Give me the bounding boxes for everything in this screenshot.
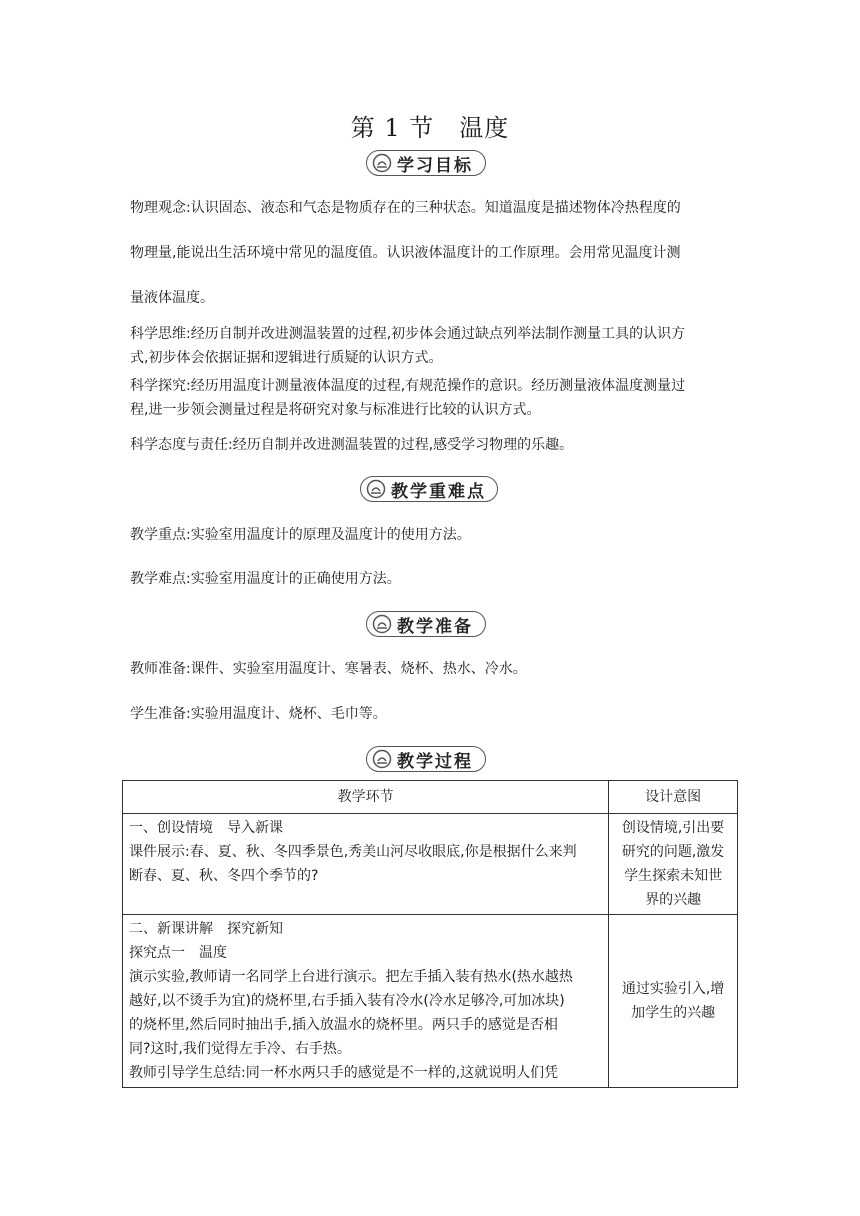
- student-prep: 学生准备:实验用温度计、烧杯、毛巾等。: [130, 706, 387, 722]
- goal-inquiry-line-2: 程,进一步领会测量过程是将研究对象与标准进行比较的认识方式。: [130, 402, 541, 418]
- section-badge-label: 学习目标: [397, 155, 473, 176]
- goal-thinking-line-2: 式,初步体会依据证据和逻辑进行质疑的认识方式。: [130, 350, 443, 366]
- section-badge-goals: [366, 150, 486, 176]
- intent-cell: [609, 915, 738, 1088]
- table-row: [123, 915, 738, 1088]
- stage-cell: [123, 915, 609, 1088]
- teacher-prep: 教师准备:课件、实验室用温度计、寒暑表、烧杯、热水、冷水。: [130, 661, 527, 677]
- cell-line: 加学生的兴趣: [631, 1005, 716, 1021]
- cell-line: 断春、夏、秋、冬四个季节的?: [129, 868, 319, 884]
- section-badge-icon: [371, 152, 393, 174]
- table-row: [123, 814, 738, 915]
- section-badge-label: 教学重难点: [391, 481, 486, 502]
- page-title: 第 1 节 温度: [350, 114, 510, 142]
- section-badge-label: 教学过程: [397, 751, 473, 772]
- table-header-row: [123, 781, 738, 814]
- cell-line: 一、创设情境 导入新课: [129, 820, 283, 836]
- goal-inquiry-line-1: 科学探究:经历用温度计测量液体温度的过程,有规范操作的意识。经历测量液体温度测量过: [130, 378, 686, 394]
- section-badge-icon: [371, 613, 393, 635]
- cell-line: 二、新课讲解 探究新知: [129, 921, 283, 937]
- key-point: 教学重点:实验室用温度计的原理及温度计的使用方法。: [130, 527, 471, 543]
- stage-cell: [123, 814, 609, 915]
- cell-line: 探究点一 温度: [129, 945, 227, 961]
- cell-line: 通过实验引入,增: [621, 981, 725, 997]
- cell-line: 研究的问题,激发: [621, 844, 725, 860]
- section-badge-process: [366, 746, 486, 772]
- cell-line: 界的兴趣: [645, 892, 702, 908]
- process-table: [122, 780, 738, 1088]
- goal-physics-line-3: 量液体温度。: [130, 290, 214, 306]
- section-badge-label: 教学准备: [397, 616, 473, 637]
- goal-attitude: 科学态度与责任:经历自制并改进测温装置的过程,感受学习物理的乐趣。: [130, 437, 574, 453]
- goal-thinking-line-1: 科学思维:经历自制并改进测温装置的过程,初步体会通过缺点列举法制作测量工具的认识方: [130, 326, 686, 342]
- cell-line: 课件展示:春、夏、秋、冬四季景色,秀美山河尽收眼底,你是根据什么来判: [129, 844, 577, 860]
- cell-line: 越好,以不烫手为宜)的烧杯里,右手插入装有冷水(冷水足够冷,可加冰块): [129, 993, 565, 1009]
- cell-line: 教师引导学生总结:同一杯水两只手的感觉是不一样的,这就说明人们凭: [129, 1065, 559, 1081]
- header-intent: 设计意图: [609, 781, 738, 814]
- cell-line: 的烧杯里,然后同时抽出手,插入放温水的烧杯里。两只手的感觉是否相: [129, 1017, 558, 1033]
- cell-line: 演示实验,教师请一名同学上台进行演示。把左手插入装有热水(热水越热: [129, 969, 573, 985]
- cell-line: 学生探索未知世: [624, 868, 723, 884]
- goal-physics-line-2: 物理量,能说出生活环境中常见的温度值。认识液体温度计的工作原理。会用常见温度计测: [130, 245, 681, 261]
- section-badge-keypoints: [360, 476, 498, 502]
- header-stage: 教学环节: [123, 781, 609, 814]
- cell-line: 同?这时,我们觉得左手冷、右手热。: [129, 1041, 351, 1057]
- cell-line: 创设情境,引出要: [621, 820, 725, 836]
- intent-cell: [609, 814, 738, 915]
- section-badge-icon: [371, 748, 393, 770]
- goal-physics-line-1: 物理观念:认识固态、液态和气态是物质存在的三种状态。知道温度是描述物体冷热程度的: [130, 200, 681, 216]
- section-badge-prep: [366, 611, 486, 637]
- section-badge-icon: [365, 478, 387, 500]
- difficulty-point: 教学难点:实验室用温度计的正确使用方法。: [130, 571, 401, 587]
